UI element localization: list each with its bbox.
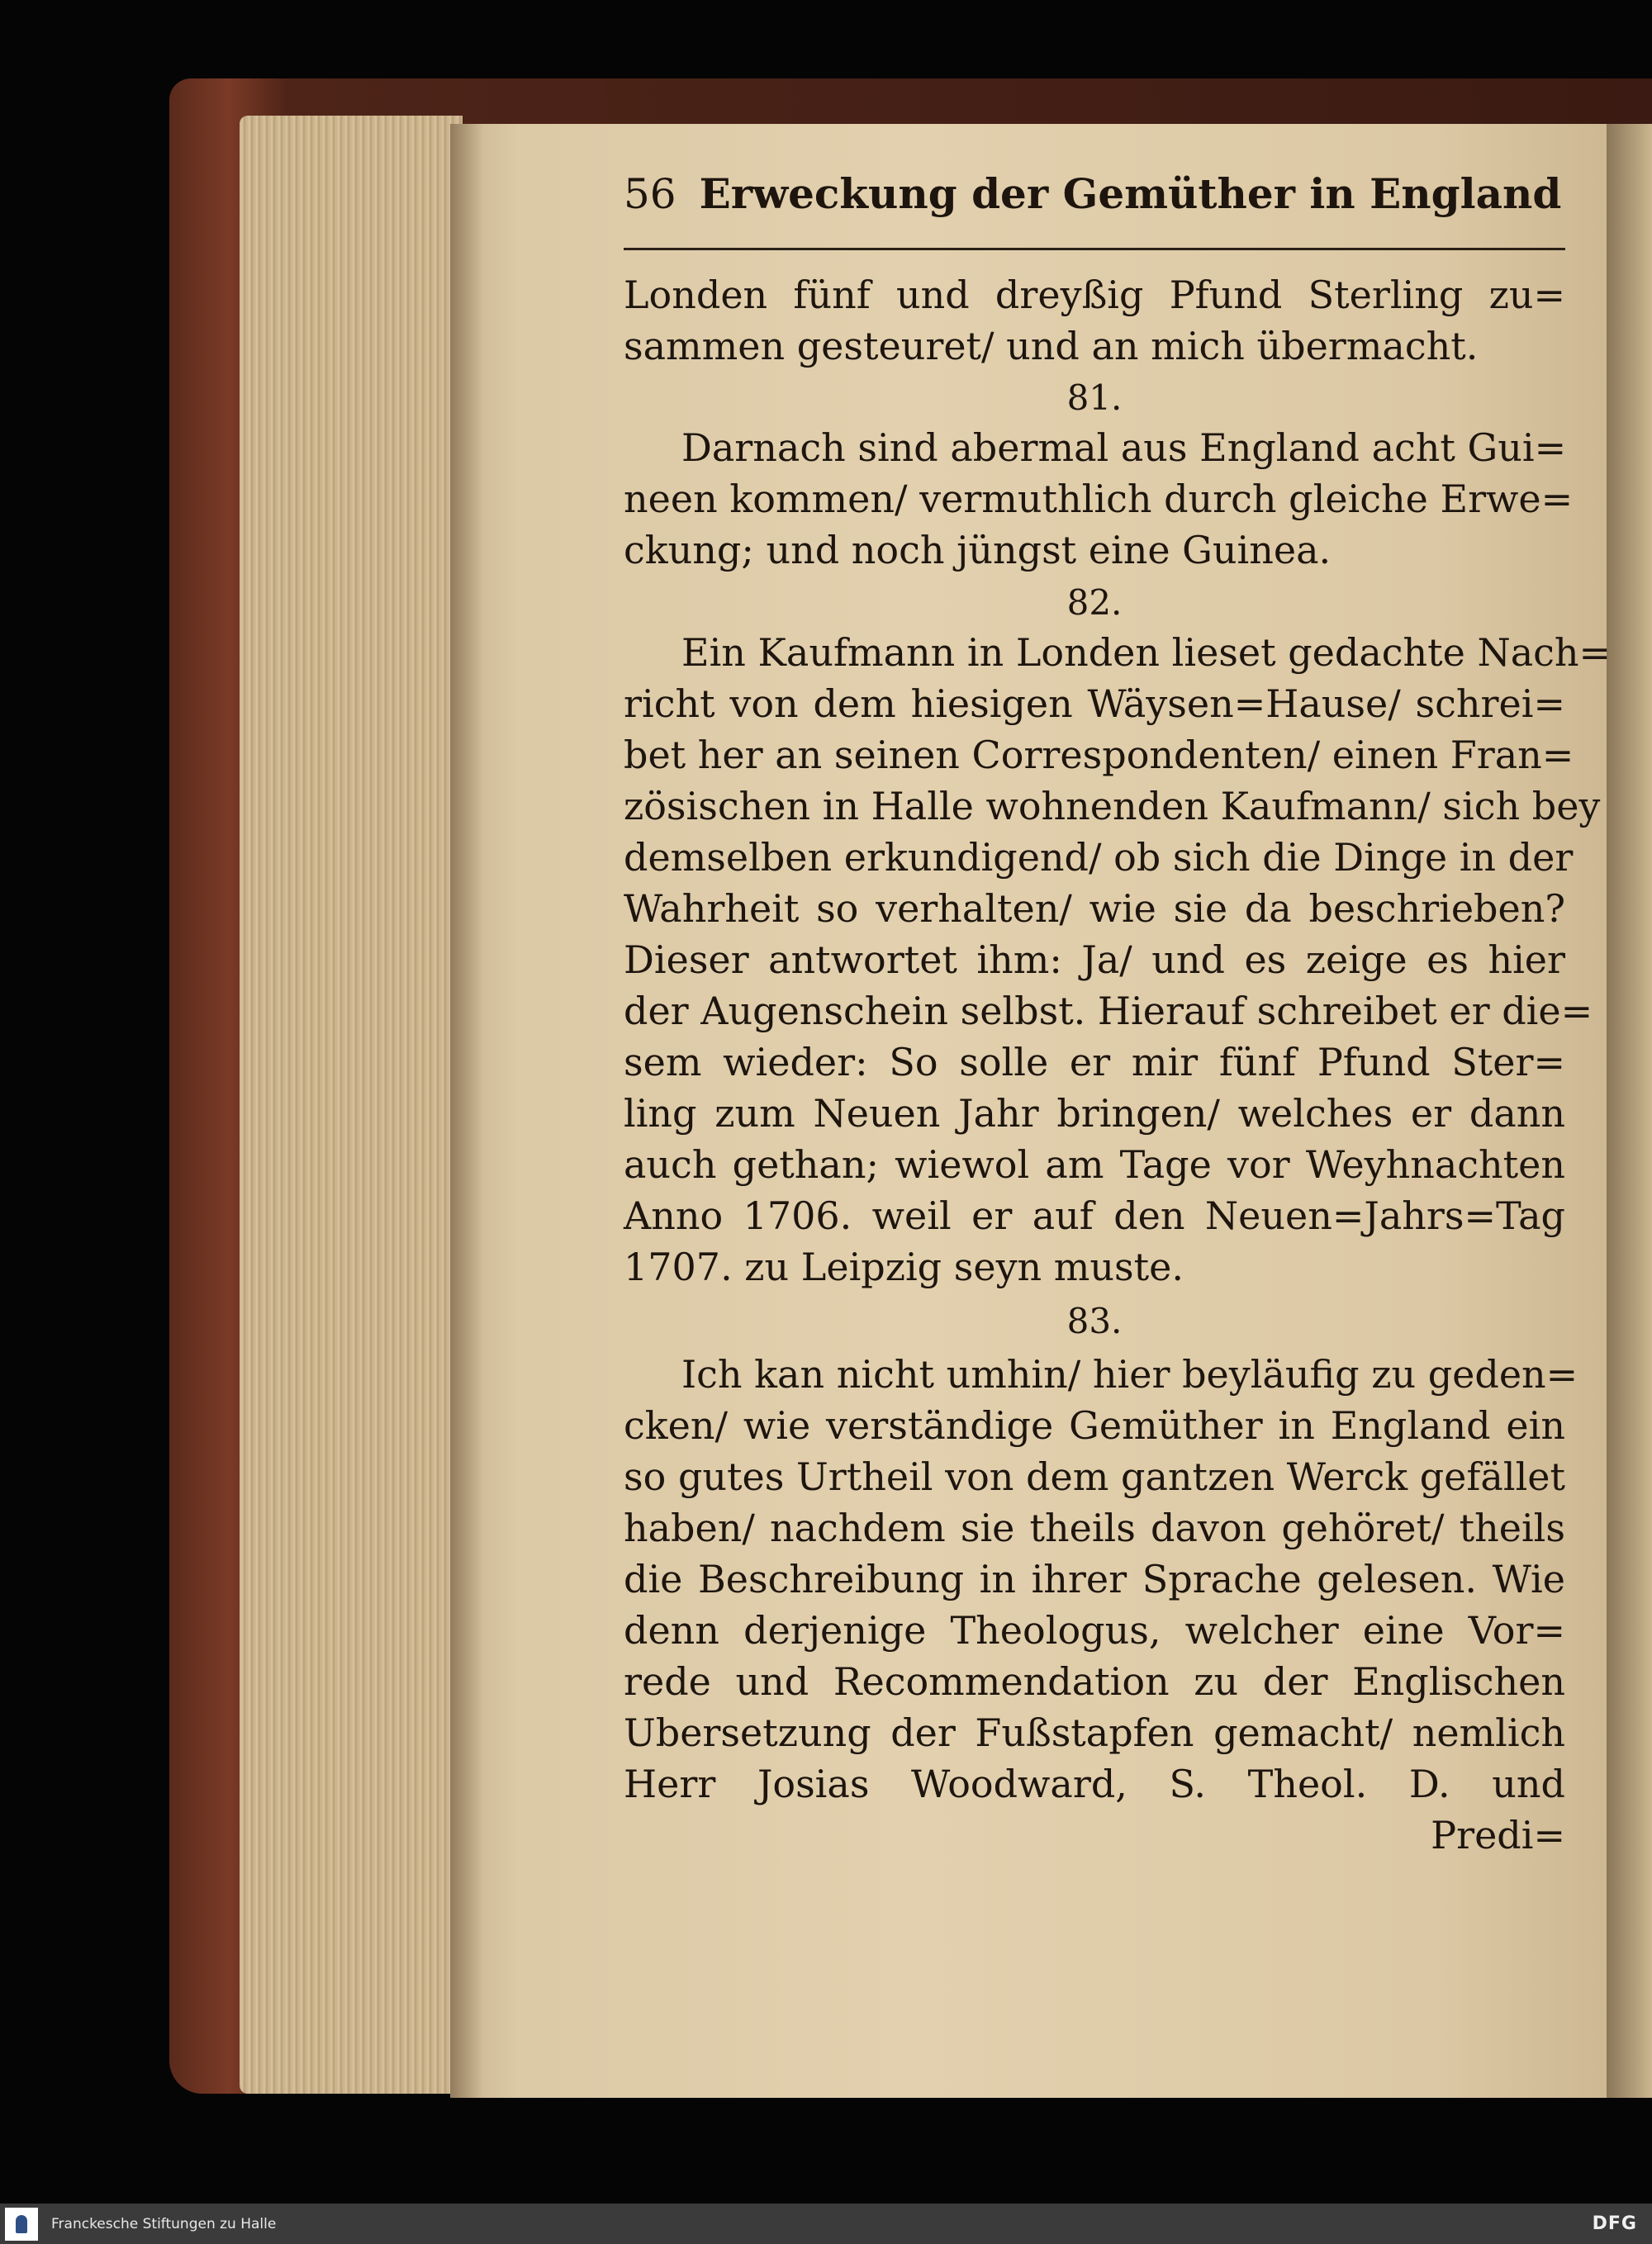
text-line: Wahrheit so verhalten/ wie sie da beschrieben? bbox=[624, 886, 1565, 931]
text-line: Ich kan nicht umhin/ hier beyläufig zu geden= bbox=[681, 1352, 1578, 1397]
dfg-badge: DFG bbox=[1592, 2213, 1637, 2234]
section-number: 83. bbox=[1066, 1301, 1123, 1341]
text-line: auch gethan; wiewol am Tage vor Weyhnachten bbox=[624, 1142, 1565, 1187]
text-line: der Augenschein selbst. Hierauf schreibet er die= bbox=[624, 989, 1593, 1033]
running-head-title: Erweckung der Gemüther in England bbox=[699, 169, 1562, 218]
text-line: neen kommen/ vermuthlich durch gleiche Erwe= bbox=[624, 477, 1574, 521]
page-gutter-shadow bbox=[450, 124, 483, 2098]
text-line: Anno 1706. weil er auf den Neuen=Jahrs=Tag bbox=[624, 1193, 1565, 1238]
text-line: ckung; und noch jüngst eine Guinea. bbox=[624, 528, 1332, 572]
text-line: ling zum Neuen Jahr bringen/ welches er dann bbox=[624, 1091, 1565, 1136]
text-line: Herr Josias Woodward, S. Theol. D. und bbox=[624, 1762, 1565, 1806]
text-line: so gutes Urtheil von dem gantzen Werck gefället bbox=[624, 1454, 1565, 1499]
institution-logo-icon bbox=[5, 2208, 38, 2241]
page-number: 56 bbox=[624, 170, 676, 218]
header-rule bbox=[624, 248, 1565, 250]
viewer-footer-bar bbox=[0, 2204, 1652, 2244]
institution-name: Franckesche Stiftungen zu Halle bbox=[51, 2215, 277, 2232]
institution-logo-mark bbox=[16, 2215, 27, 2233]
text-line: Ein Kaufmann in Londen lieset gedachte Nach= bbox=[681, 630, 1612, 675]
page-edges bbox=[240, 116, 463, 2094]
text-line: cken/ wie verständige Gemüther in England ein bbox=[624, 1403, 1565, 1448]
text-line: denn derjenige Theologus, welcher eine Vor= bbox=[624, 1608, 1565, 1653]
section-number: 81. bbox=[1066, 377, 1123, 418]
text-line: zösischen in Halle wohnenden Kaufmann/ sich bey bbox=[624, 784, 1601, 828]
text-line: rede und Recommendation zu der Englischen bbox=[624, 1659, 1565, 1704]
section-number: 82. bbox=[1066, 582, 1123, 623]
page-text-block bbox=[624, 169, 1612, 1857]
text-line: die Beschreibung in ihrer Sprache gelesen. Wie bbox=[624, 1557, 1565, 1601]
text-line: richt von dem hiesigen Wäysen=Hause/ schrei= bbox=[624, 681, 1565, 726]
text-line: sammen gesteuret/ und an mich übermacht. bbox=[624, 324, 1479, 368]
catchword: Predi= bbox=[1431, 1813, 1565, 1857]
text-line: Ubersetzung der Fußstapfen gemacht/ nemlich bbox=[624, 1710, 1565, 1755]
text-line: Darnach sind abermal aus England acht Gui= bbox=[681, 425, 1567, 470]
text-line: sem wieder: So solle er mir fünf Pfund Ster= bbox=[624, 1040, 1565, 1084]
running-header bbox=[624, 169, 1565, 227]
text-line: demselben erkundigend/ ob sich die Dinge in der bbox=[624, 835, 1574, 880]
text-line: Dieser antwortet ihm: Ja/ und es zeige es hier bbox=[624, 937, 1565, 982]
text-line: haben/ nachdem sie theils davon gehöret/ theils bbox=[624, 1506, 1565, 1550]
facing-page-edge bbox=[1607, 124, 1652, 2098]
text-line: bet her an seinen Correspondenten/ einen Fran= bbox=[624, 733, 1574, 777]
text-line: 1707. zu Leipzig seyn muste. bbox=[624, 1245, 1184, 1289]
text-line: Londen fünf und dreyßig Pfund Sterling zu= bbox=[624, 273, 1565, 317]
